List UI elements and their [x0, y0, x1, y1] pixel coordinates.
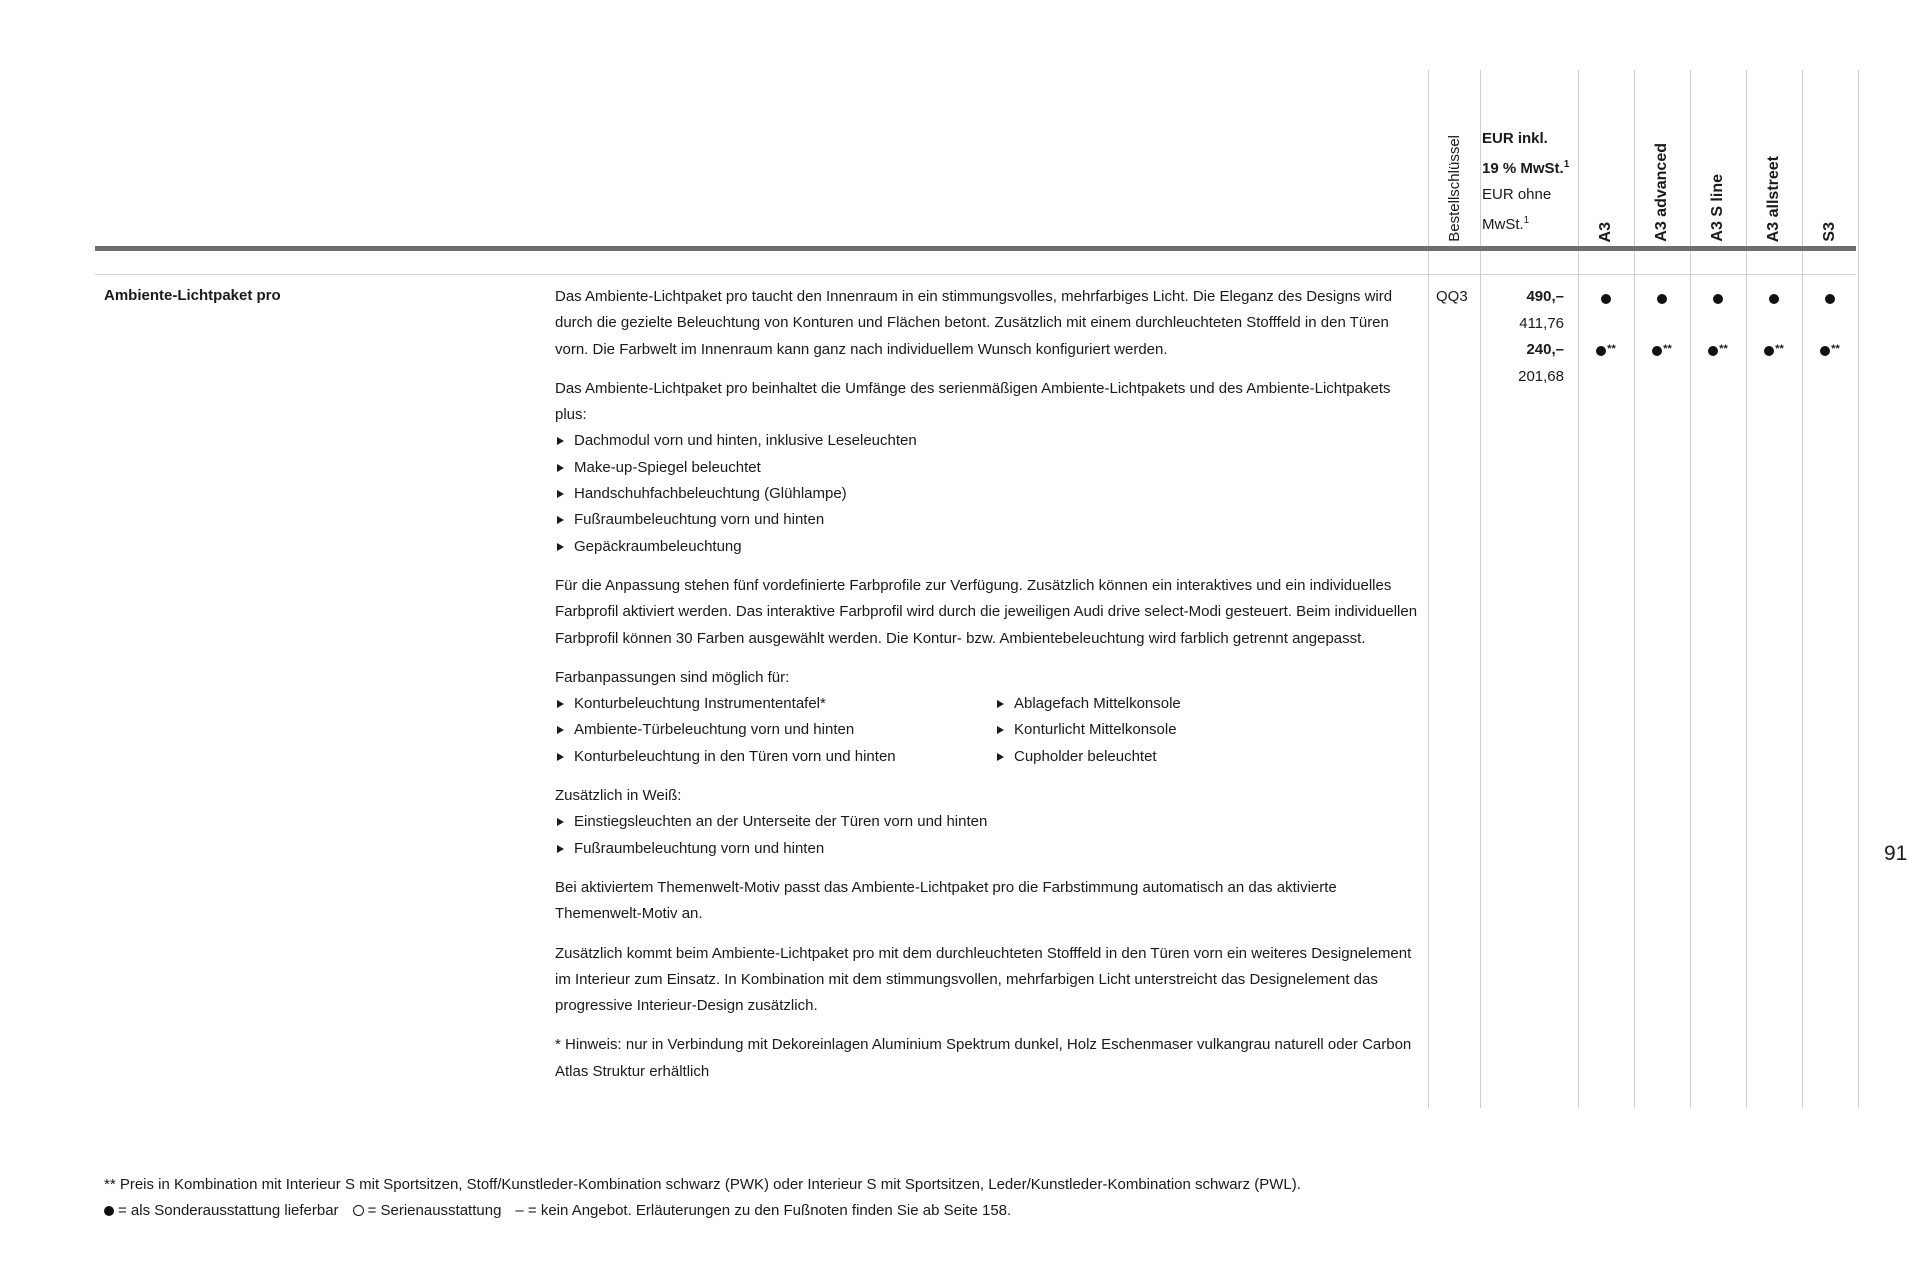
color-adjust-list-left — [555, 691, 995, 770]
list-item: Ambiente-Türbeleuchtung vorn und hinten — [555, 717, 995, 743]
legend-optional: = als Sonderausstattung lieferbar — [118, 1202, 339, 1219]
optional-dot-icon — [1708, 346, 1718, 356]
optional-dot-icon — [104, 1206, 114, 1216]
header-model-a3: A3 — [1597, 221, 1614, 242]
availability-s3-combination: ** — [1802, 343, 1858, 358]
availability-a3 — [1578, 291, 1634, 306]
header-model-a3-allstreet: A3 allstreet — [1765, 155, 1782, 242]
price-incl-vat-combination: 240,– — [1526, 341, 1564, 358]
standard-circle-icon — [353, 1205, 364, 1216]
description-paragraph: Für die Anpassung stehen fünf vordefinierte Farbprofile zur Verfügung. Zusätzlich können ein interaktives und ein individuelles Farbprofil aktiviert werden. Das interaktive Farbprofil wird durch die jeweiligen Audi drive select-Modi gesteuert. Beim individuellen Farbprofil können 30 Farben ausgewählt werden. Die Kontur- bzw. Ambientebeleuchtung wird farblich getrennt angepasst. — [555, 576, 1418, 647]
description-paragraph: Das Ambiente-Lichtpaket pro beinhaltet die Umfänge des serienmäßigen Ambiente-Lichtpakets und des Ambiente-Lichtpakets plus: — [555, 379, 1391, 424]
availability-s3 — [1802, 291, 1858, 306]
availability-a3-allstreet-combination: ** — [1746, 343, 1802, 358]
optional-dot-icon — [1596, 346, 1606, 356]
optional-dot-icon — [1652, 346, 1662, 356]
price-incl-vat: 490,– — [1526, 288, 1564, 305]
description-paragraph: Farbanpassungen sind möglich für: — [555, 668, 790, 686]
list-item: Konturbeleuchtung in den Türen vorn und hinten — [555, 744, 995, 770]
column-divider — [1858, 70, 1859, 1108]
header-price: EUR inkl. 19 % MwSt.$^1$ EUR ohne MwSt.$^1$ — [1482, 130, 1570, 233]
list-item: Cupholder beleuchtet — [995, 744, 1181, 770]
optional-dot-icon — [1825, 294, 1835, 304]
list-item: Konturlicht Mittelkonsole — [995, 717, 1181, 743]
optional-dot-icon — [1769, 294, 1779, 304]
header-model-a3-s-line: A3 S line — [1709, 174, 1726, 242]
list-item: Fußraumbeleuchtung vorn und hinten — [555, 836, 1425, 862]
description-paragraph: Zusätzlich in Weiß: — [555, 787, 682, 805]
header-model-s3: S3 — [1821, 222, 1838, 242]
header-rule — [95, 246, 1856, 251]
price-excl-vat-combination: 201,68 — [1518, 367, 1564, 385]
price-excl-vat: 411,76 — [1519, 314, 1564, 332]
description-paragraph: Bei aktiviertem Themenwelt-Motiv passt das Ambiente-Lichtpaket pro die Farbstimmung automatisch an das aktivierte Themenwelt-Motiv an. — [555, 878, 1337, 923]
order-code: QQ3 — [1436, 288, 1468, 305]
legend-none: – = kein Angebot. Erläuterungen zu den Fußnoten finden Sie ab Seite 158. — [515, 1202, 1012, 1219]
item-description — [555, 284, 1425, 1098]
footnote: ** Preis in Kombination mit Interieur S mit Sportsitzen, Stoff/Kunstleder-Kombination schwarz (PWK) oder Interieur S mit Sportsitzen, Leder/Kunstleder-Kombination schwarz (PWL). — [104, 1176, 1301, 1193]
item-title: Ambiente-Lichtpaket pro — [104, 287, 281, 304]
feature-list — [555, 428, 1425, 559]
availability-a3-combination: ** — [1578, 343, 1634, 358]
list-item: Gepäckraumbeleuchtung — [555, 534, 1425, 560]
row-rule — [95, 274, 1856, 275]
optional-dot-icon — [1713, 294, 1723, 304]
availability-a3-advanced — [1634, 291, 1690, 306]
list-item: Fußraumbeleuchtung vorn und hinten — [555, 507, 1425, 533]
list-item: Einstiegsleuchten an der Unterseite der Türen vorn und hinten — [555, 809, 1425, 835]
description-paragraph: Zusätzlich kommt beim Ambiente-Lichtpaket pro mit dem durchleuchteten Stofffeld in den Türen vorn ein weiteres Designelement im Interieur zum Einsatz. In Kombination mit dem stimmungsvollen, mehrfarbigen Licht unterstreicht das Designelement das progressive Interieur-Design zusätzlich. — [555, 944, 1412, 1015]
item-prices — [1478, 284, 1564, 390]
list-item: Dachmodul vorn und hinten, inklusive Leseleuchten — [555, 428, 1425, 454]
header-model-a3-advanced: A3 advanced — [1653, 143, 1670, 242]
color-adjust-list — [555, 691, 1425, 770]
list-item: Ablagefach Mittelkonsole — [995, 691, 1181, 717]
legend-standard: = Serienausstattung — [367, 1202, 502, 1219]
page-number: 91 — [1884, 842, 1908, 865]
list-item: Konturbeleuchtung Instrumententafel* — [555, 691, 995, 717]
description-note: * Hinweis: nur in Verbindung mit Dekoreinlagen Aluminium Spektrum dunkel, Holz Eschenmaser vulkangrau naturell oder Carbon Atlas Struktur erhältlich — [555, 1036, 1412, 1080]
color-adjust-list-right — [995, 691, 1181, 770]
column-divider — [1480, 70, 1481, 1108]
list-item: Handschuhfachbeleuchtung (Glühlampe) — [555, 481, 1425, 507]
availability-a3-s-line — [1690, 291, 1746, 306]
optional-dot-icon — [1764, 346, 1774, 356]
optional-dot-icon — [1601, 294, 1611, 304]
availability-a3-allstreet — [1746, 291, 1802, 306]
optional-dot-icon — [1820, 346, 1830, 356]
availability-a3-advanced-combination: ** — [1634, 343, 1690, 358]
list-item: Make-up-Spiegel beleuchtet — [555, 455, 1425, 481]
description-paragraph: Das Ambiente-Lichtpaket pro taucht den Innenraum in ein stimmungsvolles, mehrfarbiges Licht. Die Eleganz des Designs wird durch die gezielte Beleuchtung von Konturen und Flächen betont. Zusätzlich mit einem durchleuchteten Stofffeld in den Türen vorn. Die Farbwelt im Innenraum kann ganz nach individuellem Wunsch konfiguriert werden. — [555, 288, 1393, 358]
legend — [104, 1198, 1011, 1223]
white-light-list — [555, 809, 1425, 862]
optional-dot-icon — [1657, 294, 1667, 304]
availability-a3-s-line-combination: ** — [1690, 343, 1746, 358]
header-order-code: Bestellschlüssel — [1445, 135, 1463, 242]
